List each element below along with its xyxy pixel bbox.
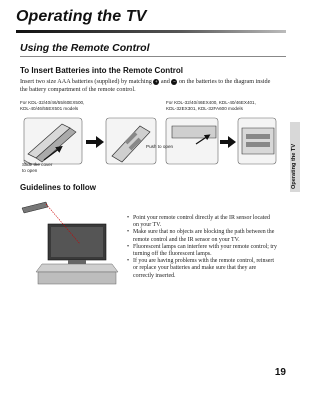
batteries-instructions (20, 78, 272, 94)
left-models-line1: For KDL-32/40/46/55/60EX500, (20, 100, 85, 105)
page-title: Operating the TV (16, 8, 147, 25)
list-item: • Make sure that no objects are blocking the path between the remote control and the IR sensor on your TV. (127, 229, 277, 243)
section-divider (20, 56, 286, 57)
plus-symbol-icon: + (155, 78, 158, 84)
tv-remote-illustration (20, 200, 124, 290)
batteries-heading: To Insert Batteries into the Remote Control (20, 66, 183, 75)
minus-symbol-icon: − (173, 78, 176, 84)
left-arrow-icon (86, 136, 104, 148)
left-models-caption (20, 100, 84, 111)
title-underline (16, 30, 286, 33)
right-arrow-icon (220, 136, 236, 148)
guidelines-list (127, 215, 277, 280)
list-item: • If you are having problems with the remote control, reinsert or replace your batteries and make sure that they are correctly inserted. (127, 258, 277, 280)
section-title: Using the Remote Control (20, 42, 150, 54)
instructions-text-1: Insert two size AAA batteries (supplied) by matching (20, 78, 154, 85)
right-remote-image (166, 118, 218, 164)
right-models-line1: For KDL-32/40/46EX400, KDL-40/46EX401, (166, 100, 256, 105)
slide-cover-caption (22, 162, 52, 173)
instructions-text-3: on the batteries to the diagram inside the battery compartment of the remote control. (20, 78, 271, 93)
right-models-line2: KDL-32EX301, KDL-32FA600 models (166, 105, 243, 111)
side-tab-label: Operating the TV (291, 143, 297, 189)
guidelines-heading: Guidelines to follow (20, 183, 96, 192)
tv-image (36, 224, 118, 284)
right-open-remote-image (238, 118, 276, 164)
left-remote-image (24, 118, 82, 165)
left-models-line2: KDL-40/46/55EX501 models (20, 105, 79, 111)
slide-cover-line2: to open (22, 167, 38, 173)
page-number: 19 (274, 367, 286, 378)
left-open-remote-image (106, 118, 156, 164)
list-item: • Point your remote control directly at the IR sensor located on your TV. (127, 215, 277, 229)
side-tab (290, 122, 300, 192)
right-models-caption (166, 100, 256, 111)
push-to-open-label: Push to open (146, 144, 174, 149)
slide-cover-line1: Slide the cover (22, 162, 53, 167)
list-item: • Fluorescent lamps can interfere with your remote control; try turning off the fluorescent lamps. (127, 244, 277, 258)
instructions-text-2: and (159, 78, 172, 85)
